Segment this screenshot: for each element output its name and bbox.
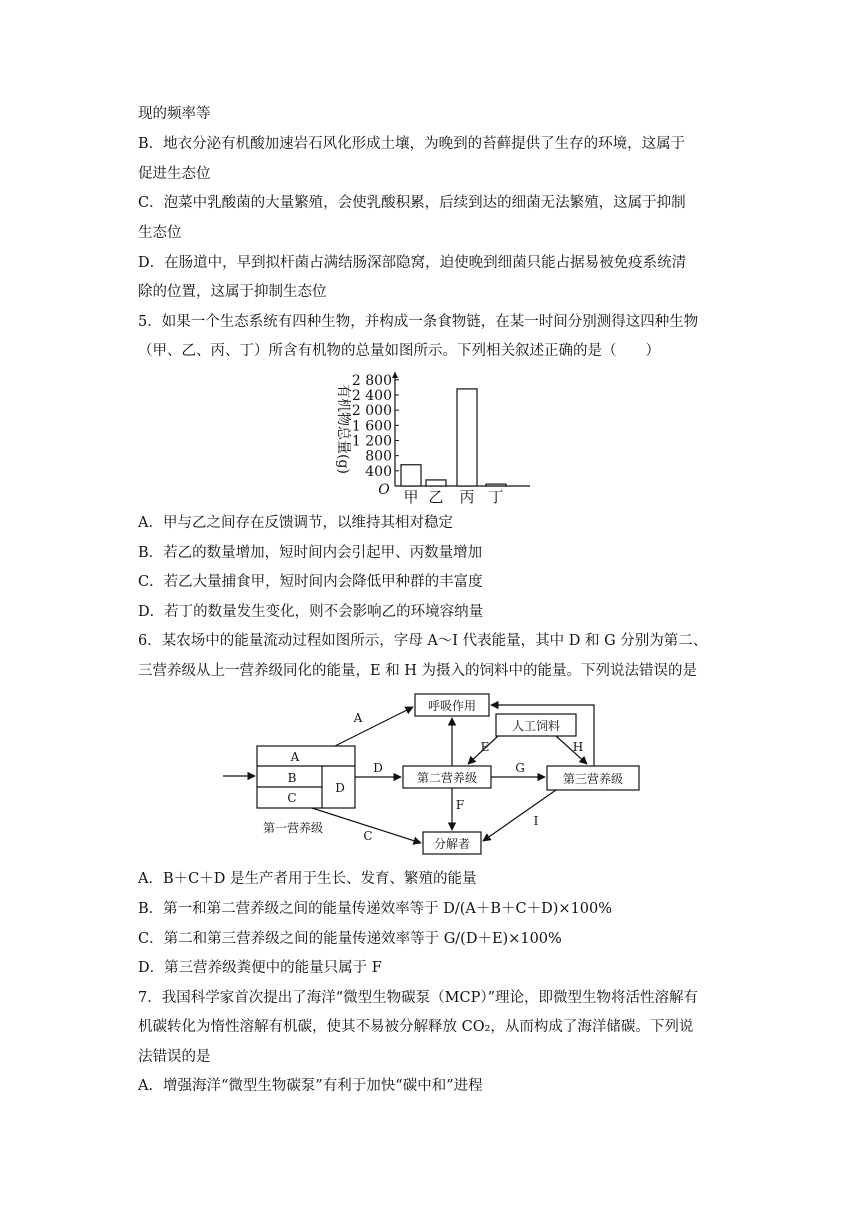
arrow-label-f: F — [455, 798, 465, 812]
y-axis-arrowhead — [392, 372, 398, 378]
arrow-label-e: E — [480, 740, 490, 754]
bar-3 — [486, 484, 506, 486]
y-tick-label: 1 600 — [351, 418, 392, 435]
question-7: 7．我国科学家首次提出了海洋“微型生物碳泵（MCP）”理论，即微型生物将活性溶解有 — [138, 990, 698, 1006]
y-tick-label: 2 800 — [351, 372, 392, 389]
y-tick-label: 1 200 — [351, 433, 392, 450]
y-tick-label: 2 400 — [351, 387, 392, 404]
decomposer-label: 分解者 — [433, 837, 471, 851]
text-line: 除的位置，这属于抑制生态位 — [138, 284, 327, 300]
option-5c: C．若乙大量捕食甲，短时间内会降低甲种群的丰富度 — [138, 574, 483, 590]
y-tick-label: 400 — [365, 463, 392, 480]
text-line: C．泡菜中乳酸菌的大量繁殖，会使乳酸积累，后续到达的细菌无法繁殖，这属于抑制 — [138, 195, 686, 211]
organic-matter-chart — [325, 362, 535, 510]
option-5a: A．甲与乙之间存在反馈调节，以维持其相对稳定 — [138, 515, 453, 531]
first-level-block — [257, 746, 355, 808]
arrow-label-i: I — [533, 814, 539, 828]
option-5d: D．若丁的数量发生变化，则不会影响乙的环境容纳量 — [138, 604, 484, 620]
question-6: 6．某农场中的能量流动过程如图所示，字母 A～I 代表能量，其中 D 和 G 分别为第二、 — [138, 633, 708, 649]
text-line: 机碳转化为惰性溶解有机碳，使其不易被分解释放 CO₂，从而构成了海洋储碳。下列说 — [138, 1019, 694, 1035]
y-axis-label: 有机物总量(g) — [335, 384, 351, 474]
arrow-label-c: C — [363, 829, 373, 843]
text-line: B．地衣分泌有机酸加速岩石风化形成土壤，为晚到的苔藓提供了生存的环境，这属于 — [138, 136, 686, 152]
bar-0 — [401, 465, 421, 486]
text-line: （甲、乙、丙、丁）所含有机物的总量如图所示。下列相关叙述正确的是（ ） — [138, 343, 660, 359]
option-6d: D．第三营养级粪便中的能量只属于 F — [138, 960, 382, 976]
text-line: 法错误的是 — [138, 1049, 211, 1065]
respiration-label: 呼吸作用 — [427, 699, 477, 713]
y-tick-label: 800 — [365, 448, 392, 465]
arrow-label-a: A — [353, 711, 363, 725]
arrow-label-d: D — [373, 761, 383, 775]
option-5b: B．若乙的数量增加，短时间内会引起甲、丙数量增加 — [138, 545, 483, 561]
text-line: 三营养级从上一营养级同化的能量，E 和 H 为摄入的饲料中的能量。下列说法错误的是 — [138, 663, 698, 679]
text-line: D．在肠道中，早到拟杆菌占满结肠深部隐窝，迫使晚到细菌只能占据易被免疫系统清 — [138, 255, 687, 271]
part-c: C — [287, 791, 297, 805]
first-level-label: 第一营养级 — [262, 821, 324, 835]
x-tick-label: 乙 — [428, 488, 444, 506]
second-level-label: 第二营养级 — [416, 771, 478, 785]
y-tick-label: 2 000 — [351, 403, 392, 420]
arrow-i — [483, 790, 556, 841]
bar-2 — [457, 389, 477, 486]
text-line: 现的频率等 — [138, 106, 211, 122]
origin-label: O — [378, 482, 390, 498]
energy-flow-diagram — [200, 685, 660, 860]
bar-1 — [426, 480, 446, 486]
part-b: B — [287, 771, 297, 785]
option-6b: B．第一和第二营养级之间的能量传递效率等于 D/(A＋B＋C＋D)×100% — [138, 901, 613, 917]
arrow-a — [335, 707, 413, 746]
arrow-label-g: G — [515, 761, 525, 775]
third-level-label: 第三营养级 — [562, 772, 624, 786]
part-a: A — [290, 750, 300, 764]
text-line: 促进生态位 — [138, 166, 211, 182]
option-6a: A．B＋C＋D 是生产者用于生长、发育、繁殖的能量 — [138, 871, 477, 887]
text-line: 生态位 — [138, 225, 182, 241]
part-d: D — [335, 781, 345, 795]
x-tick-label: 丁 — [488, 488, 504, 506]
option-7a: A．增强海洋“微型生物碳泵”有利于加快“碳中和”进程 — [138, 1078, 483, 1094]
arrow-label-h: H — [572, 740, 584, 754]
option-6c: C．第二和第三营养级之间的能量传递效率等于 G/(D＋E)×100% — [138, 931, 562, 947]
x-tick-label: 甲 — [403, 488, 419, 506]
x-tick-label: 丙 — [459, 488, 475, 506]
artificial-feed-label: 人工饲料 — [511, 719, 561, 733]
question-5: 5．如果一个生态系统有四种生物，并构成一条食物链，在某一时间分别测得这四种生物 — [138, 314, 699, 330]
